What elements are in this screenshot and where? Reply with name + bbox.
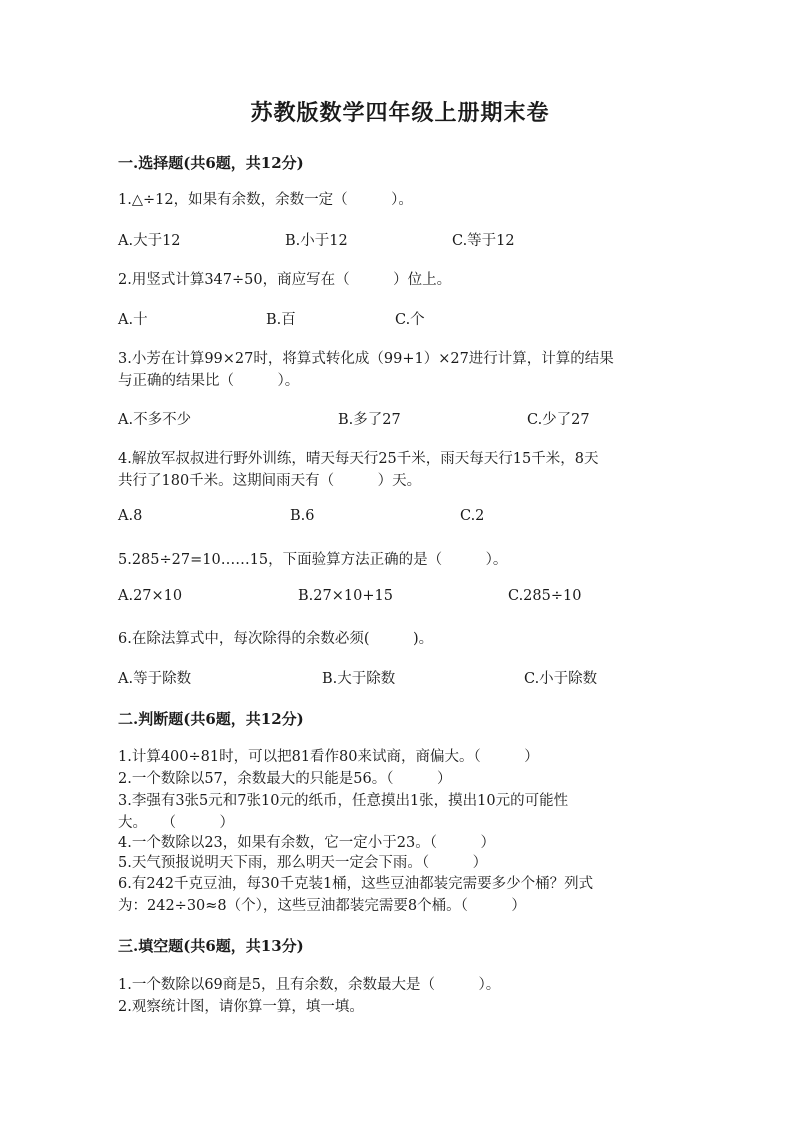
option-c: C.2 (460, 508, 485, 524)
option-a: A.8 (118, 508, 143, 524)
section-heading-judgement: 二.判断题(共6题，共12分) (118, 710, 304, 728)
judgement-line: 2.一个数除以57，余数最大的只能是56。（ ） (118, 771, 452, 787)
judgement-line: 1.计算400÷81时，可以把81看作80来试商，商偏大。（ ） (118, 749, 539, 765)
section-heading-fill: 三.填空题(共6题，共13分) (118, 937, 304, 955)
page-title: 苏教版数学四年级上册期末卷 (250, 100, 550, 126)
judgement-line: 6.有242千克豆油，每30千克装1桶，这些豆油都装完需要多少个桶？列式 (118, 876, 594, 892)
judgement-line: 4.一个数除以23，如果有余数，它一定小于23。（ ） (118, 835, 495, 851)
option-c: C.小于除数 (524, 671, 598, 687)
judgement-line: 5.天气预报说明天下雨，那么明天一定会下雨。（ ） (118, 855, 488, 871)
option-a: A.十 (118, 312, 148, 328)
question-line: 与正确的结果比（ ）。 (118, 373, 300, 389)
option-c: C.少了27 (527, 412, 590, 428)
option-c: C.285÷10 (508, 588, 582, 604)
judgement-line: 3.李强有3张5元和7张10元的纸币，任意摸出1张，摸出10元的可能性 (118, 793, 569, 809)
question-line: 2.用竖式计算347÷50，商应写在（ ）位上。 (118, 272, 452, 288)
option-c: C.个 (395, 312, 425, 328)
question-line: 5.285÷27=10……15，下面验算方法正确的是（ ）。 (118, 552, 508, 568)
option-a: A.等于除数 (118, 671, 192, 687)
option-b: B.27×10+15 (298, 588, 393, 604)
section-heading-choice: 一.选择题(共6题，共12分) (118, 154, 304, 172)
option-b: B.6 (290, 508, 315, 524)
option-a: A.27×10 (118, 588, 183, 604)
option-a: A.不多不少 (118, 412, 192, 428)
option-b: B.大于除数 (322, 671, 396, 687)
option-a: A.大于12 (118, 233, 181, 249)
judgement-line: 大。 （ ） (118, 815, 234, 831)
question-line: 4.解放军叔叔进行野外训练，晴天每天行25千米，雨天每天行15千米，8天 (118, 451, 599, 467)
question-line: 1.△÷12，如果有余数，余数一定（ ）。 (118, 192, 413, 208)
option-b: B.百 (266, 312, 296, 328)
option-b: B.多了27 (338, 412, 401, 428)
question-line: 3.小芳在计算99×27时，将算式转化成（99+1）×27进行计算，计算的结果 (118, 351, 614, 367)
fill-line: 1.一个数除以69商是5，且有余数，余数最大是（ ）。 (118, 977, 501, 993)
option-b: B.小于12 (285, 233, 348, 249)
question-line: 共行了180千米。这期间雨天有（ ）天。 (118, 473, 422, 489)
judgement-line: 为：242÷30≈8（个），这些豆油都装完需要8个桶。（ ） (118, 898, 526, 914)
fill-line: 2.观察统计图，请你算一算，填一填。 (118, 999, 364, 1015)
option-c: C.等于12 (452, 233, 515, 249)
question-line: 6.在除法算式中，每次除得的余数必须( )。 (118, 631, 434, 647)
